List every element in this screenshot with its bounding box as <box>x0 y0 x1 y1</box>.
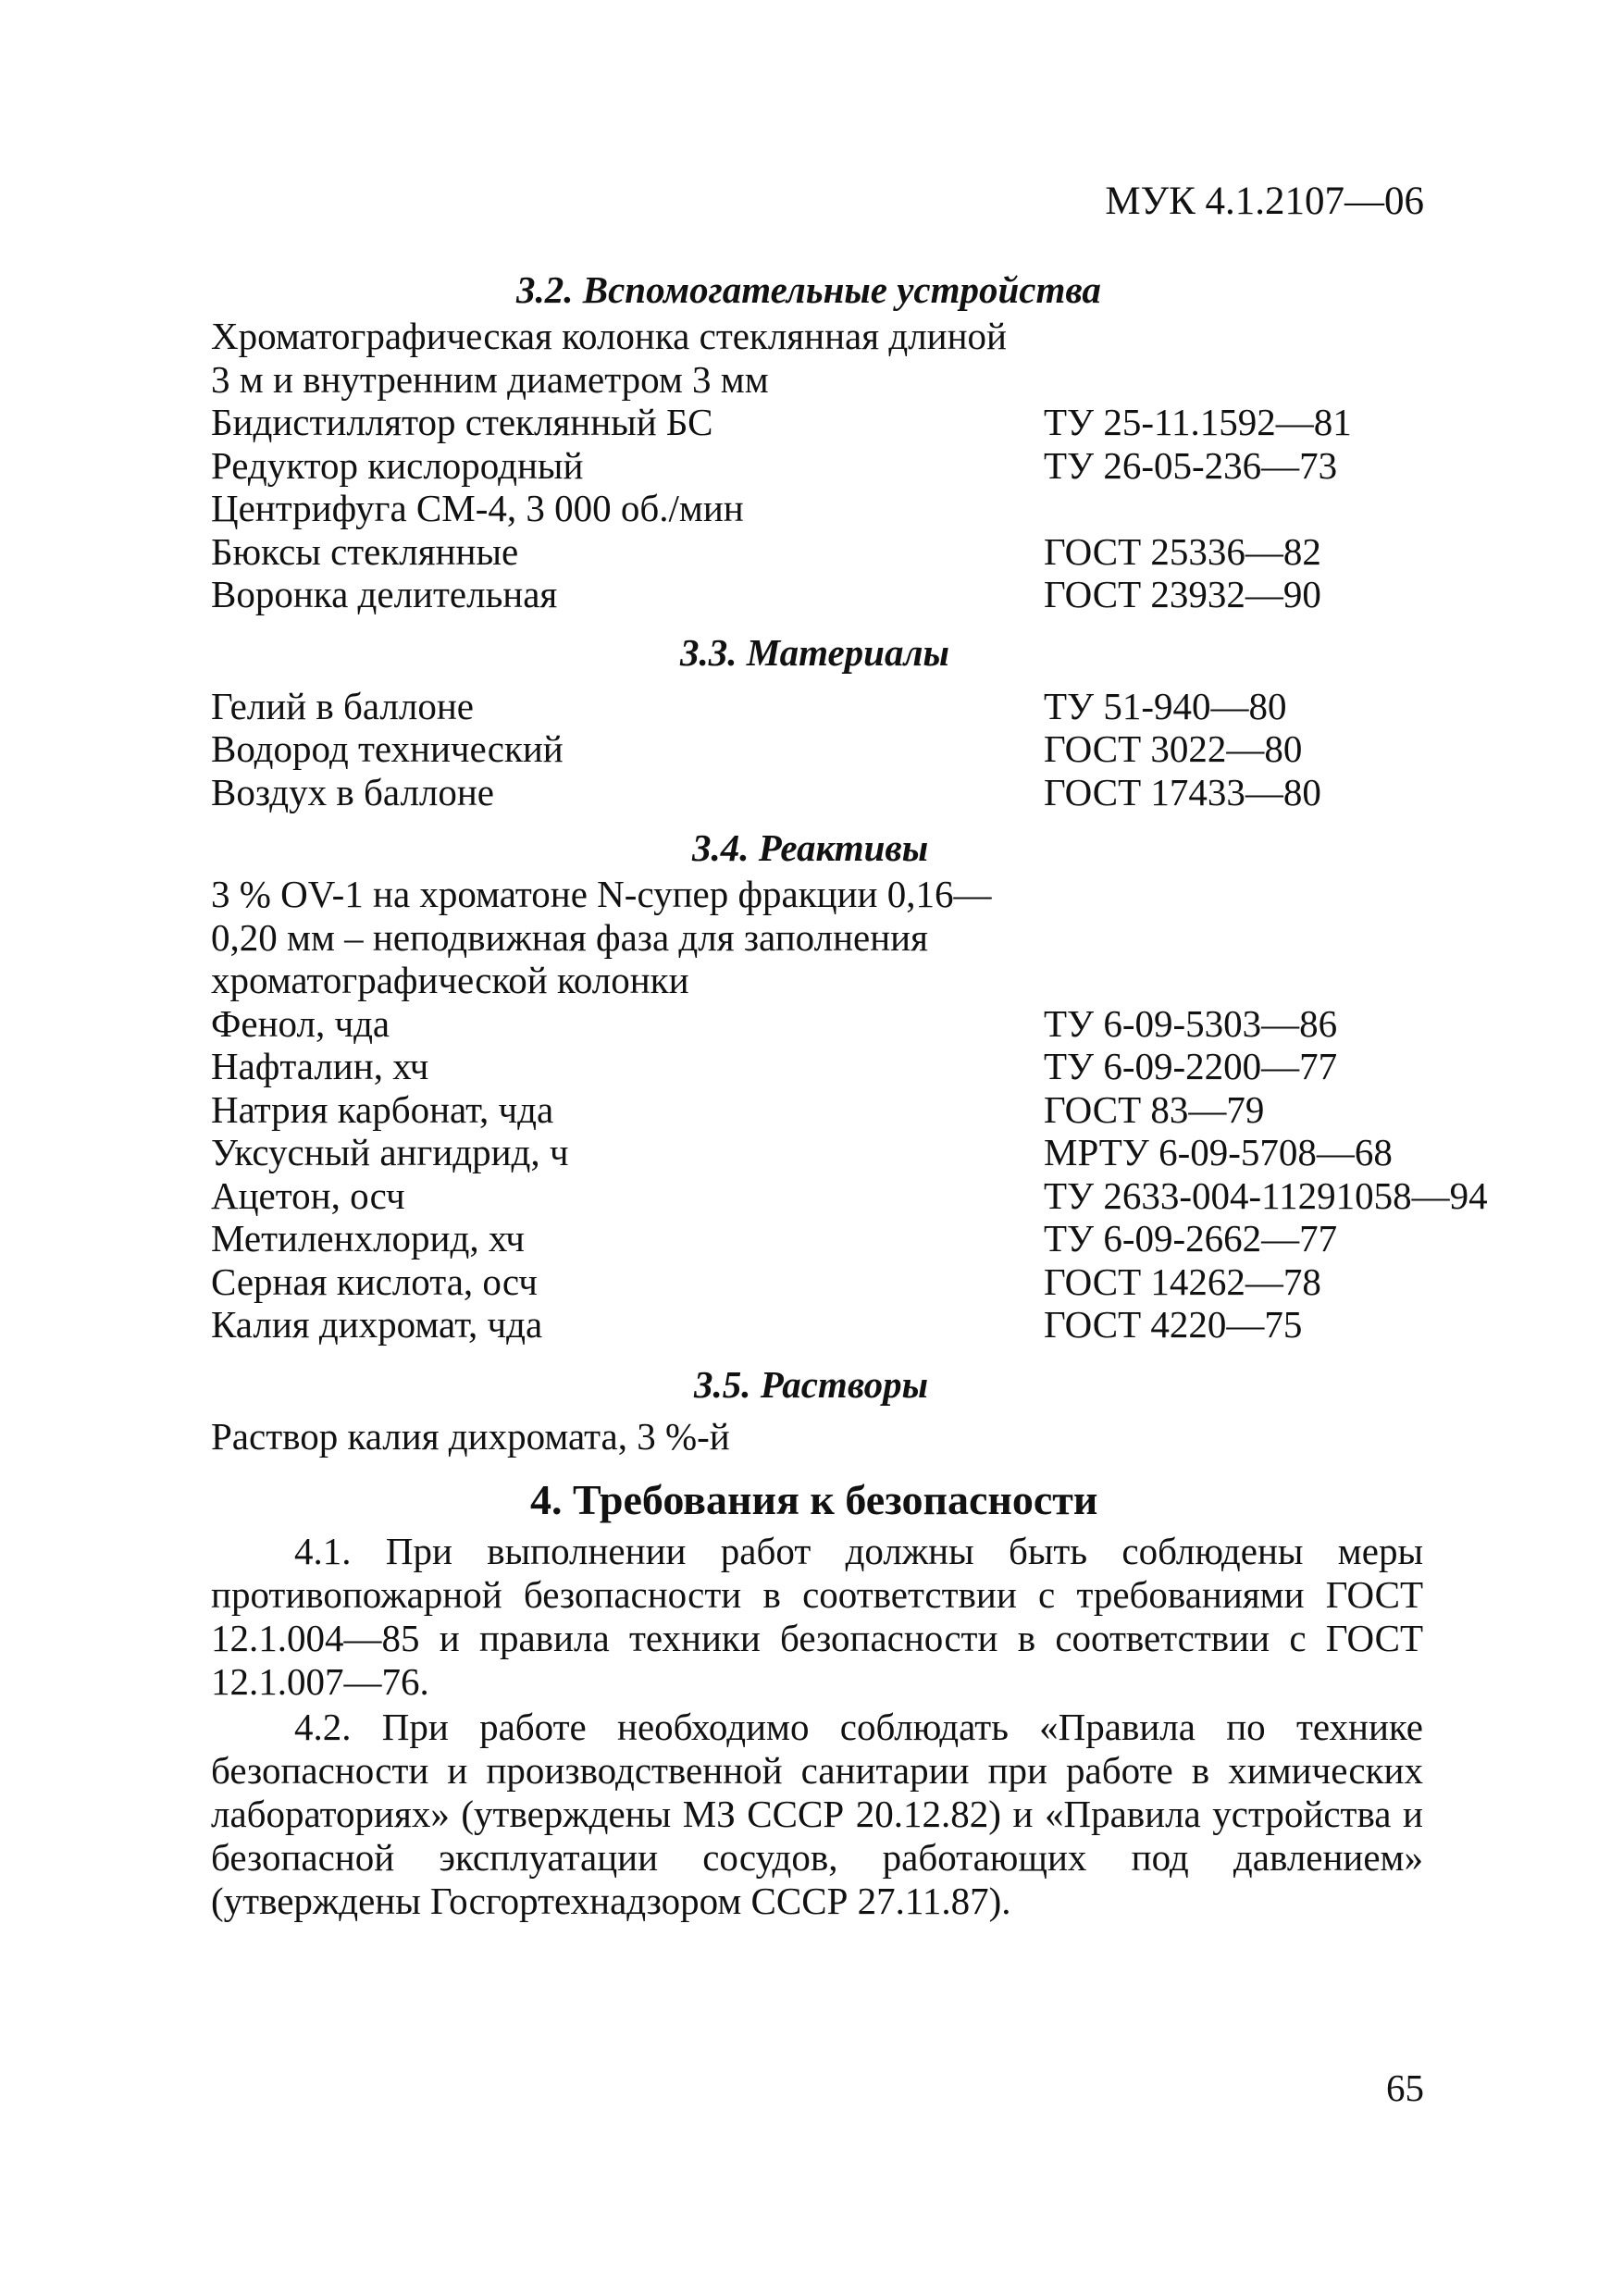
list-item: Центрифуга СМ-4, 3 000 об./мин <box>211 487 744 529</box>
section-safety-requirements <box>211 1476 1423 1923</box>
list-item: Водород технический ГОСТ 3022—80 <box>211 727 1303 770</box>
list-item: 0,20 мм – неподвижная фаза для заполнения <box>211 915 928 959</box>
list-item: Фенол, чда ТУ 6-09-5303—86 <box>211 1001 1338 1045</box>
section-title-3-3: 3.3. Материалы <box>680 630 949 674</box>
list-item: Воронка делительная ГОСТ 23932—90 <box>211 573 1321 615</box>
section-reagents <box>211 826 1488 1347</box>
list-item: Ацетон, осч ТУ 2633-004-11291058—94 <box>211 1173 1488 1217</box>
section-title-3-4: 3.4. Реактивы <box>692 826 929 869</box>
section-title-3-5: 3.5. Растворы <box>694 1362 929 1406</box>
list-item: Гелий в баллоне ТУ 51-940—80 <box>211 684 1287 727</box>
list-item: хроматографической колонки <box>211 959 689 1001</box>
section-auxiliary-devices <box>211 268 1423 616</box>
document-code: МУК 4.1.2107—06 <box>1105 180 1424 223</box>
list-item: Воздух в баллоне ГОСТ 17433—80 <box>211 770 1321 813</box>
section-title-4: 4. Требования к безопасности <box>530 1476 1098 1523</box>
page-content <box>211 268 1488 1923</box>
section-title-3-2: 3.2. Вспомогательные устройства <box>516 268 1101 311</box>
list-item: Бидистиллятор стеклянный БС ТУ 25-11.1592—81 <box>211 401 1352 443</box>
list-item: Раствор калия дихромата, 3 %-й <box>211 1414 730 1458</box>
list-item: Калия дихромат, чда ГОСТ 4220—75 <box>211 1303 1303 1346</box>
list-item: Нафталин, хч ТУ 6-09-2200—77 <box>211 1045 1338 1087</box>
list-item: Метиленхлорид, хч ТУ 6-09-2662—77 <box>211 1217 1338 1260</box>
list-item: Натрия карбонат, чда ГОСТ 83—79 <box>211 1087 1265 1131</box>
list-item: Бюксы стеклянные ГОСТ 25336—82 <box>211 529 1321 573</box>
list-item: 3 м и внутренним диаметром 3 мм <box>211 357 769 401</box>
list-item: Редуктор кислородный ТУ 26-05-236—73 <box>211 443 1338 487</box>
paragraph-4-1: 4.1. При выполнении работ должны быть соблюдены меры противопожарной безопасности в соответствии с требованиями ГОСТ 12.1.004—85 и правила техники безопасности в соответствии с ГОСТ 12.1.007—76. <box>211 1530 1423 1703</box>
list-item: Серная кислота, осч ГОСТ 14262—78 <box>211 1260 1321 1303</box>
section-materials <box>211 631 1423 814</box>
section-solutions <box>211 1363 1423 1458</box>
page-number: 65 <box>1386 2066 1424 2109</box>
list-item: Хроматографическая колонка стеклянная длиной <box>211 315 1007 357</box>
list-item: 3 % OV-1 на хроматоне N-супер фракции 0,16— <box>211 873 992 915</box>
paragraph-4-2: 4.2. При работе необходимо соблюдать «Правила по технике безопасности и производственной санитарии при работе в химических лабораториях» (утверждены МЗ СССР 20.12.82) и «Правила устройства и безопасной эксплуатации сосудов, работающих под давлением» (утверждены Госгортехнадзором СССР 27.11.87). <box>211 1706 1423 1922</box>
list-item: Уксусный ангидрид, ч МРТУ 6-09-5708—68 <box>211 1131 1393 1173</box>
